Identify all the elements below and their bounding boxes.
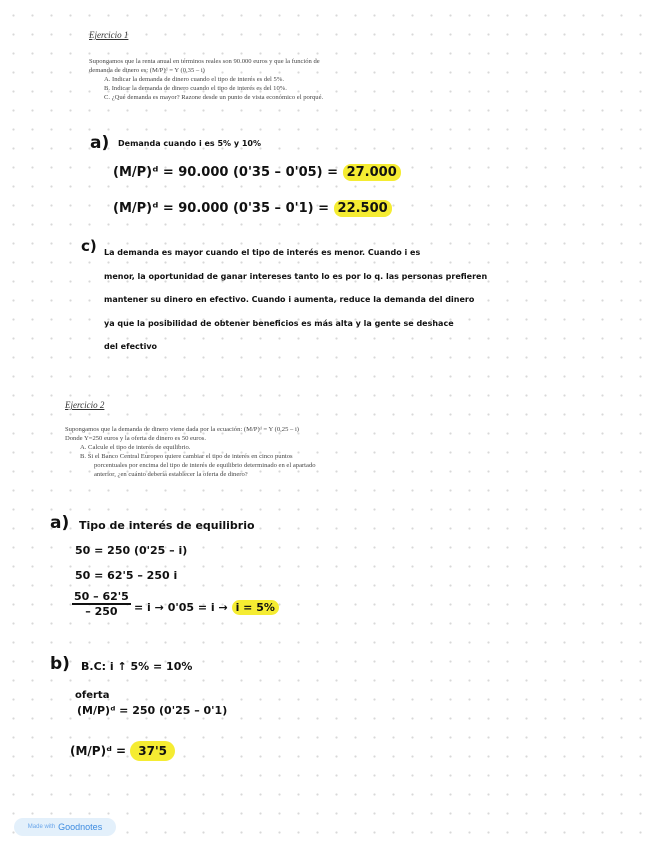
equation-line [70,744,175,758]
handwritten-line: mantener su dinero en efectivo. Cuando i aumenta, reduce la demanda del dinero [104,295,475,304]
highlighted-result: 37'5 [130,741,175,761]
answer-a-heading: Tipo de interés de equilibrio [79,519,255,532]
question-item: B. Indicar la demanda de dinero cuando el tipo de interés es del 10%. [104,85,287,92]
question-item: B. Si el Banco Central Europeo quiere cambiar el tipo de interés en cinco puntos [80,453,293,460]
answer-c-text [104,241,487,359]
statement-line: Supongamos que la demanda de dinero viene dada por la ecuación: (M/P)ᵈ = Y (0,25 – i) [65,426,299,433]
equation-expression: (M/P)ᵈ = [70,744,127,758]
fraction [72,590,131,618]
statement-line: Donde Y=250 euros y la oferta de dinero es 50 euros. [65,435,206,442]
answer-b-label: b) [50,654,70,674]
highlighted-result: i = 5% [232,600,279,615]
handwritten-line: del efectivo [104,342,158,351]
equation-line: 50 = 62'5 – 250 i [75,569,178,582]
statement-line: Supongamos que la renta anual en términos reales son 90.000 euros y que la función de [89,58,320,65]
answer-a-label: a) [50,513,70,533]
equation-line: 50 = 250 (0'25 – i) [75,544,188,557]
statement-line: demanda de dinero es: (M/P)ᵈ = Y (0,35 – i) [89,67,205,74]
answer-a-label: a) [90,133,110,153]
equation-line [113,165,401,180]
exercise-1-statement [89,57,323,102]
handwritten-line: menor, la oportunidad de ganar intereses tanto lo es por lo q. las personas prefieren [104,271,488,281]
goodnotes-badge[interactable] [14,818,116,836]
equation-line: (M/P)ᵈ = 250 (0'25 – 0'1) [77,704,228,717]
exercise-1-title: Ejercicio 1 [89,30,129,40]
fraction-denominator: – 250 [85,605,118,618]
answer-a-heading: Demanda cuando i es 5% y 10% [118,139,261,148]
exercise-2-statement [65,425,316,479]
badge-prefix: Made with [27,824,56,830]
question-item-continuation: anterior, ¿en cuánto debería establecer la oferta de dinero? [94,471,248,478]
highlighted-result: 27.000 [343,164,401,181]
equation-expression: = i → 0'05 = i → [134,601,228,614]
question-item: A. Calcule el tipo de interés de equilibrio. [80,444,191,451]
highlighted-result: 22.500 [334,200,392,217]
badge-brand: Goodnotes [58,822,103,832]
question-item-continuation: porcentuales por encima del tipo de interés de equilibrio determinado en el apartado [94,462,316,469]
equation-expression: (M/P)ᵈ = 90.000 (0'35 – 0'05) = [113,165,339,180]
handwritten-word: oferta [75,690,110,701]
answer-c-label: c) [81,237,97,255]
question-item: A. Indicar la demanda de dinero cuando el tipo de interés es del 5%. [104,76,284,83]
question-item: C. ¿Qué demanda es mayor? Razone desde un punto de vista económico el porqué. [104,94,324,101]
handwritten-line: La demanda es mayor cuando el tipo de interés es menor. Cuando i es [104,248,421,257]
handwritten-line: ya que la posibilidad de obtener beneficios es más alta y la gente se deshace [104,318,454,328]
equation-line: B.C: i ↑ 5% = 10% [81,660,193,673]
fraction-numerator: 50 – 62'5 [74,590,129,603]
equation-line [134,601,279,614]
equation-expression: (M/P)ᵈ = 90.000 (0'35 – 0'1) = [113,201,329,216]
exercise-2-title: Ejercicio 2 [65,400,105,410]
equation-line [113,201,392,216]
